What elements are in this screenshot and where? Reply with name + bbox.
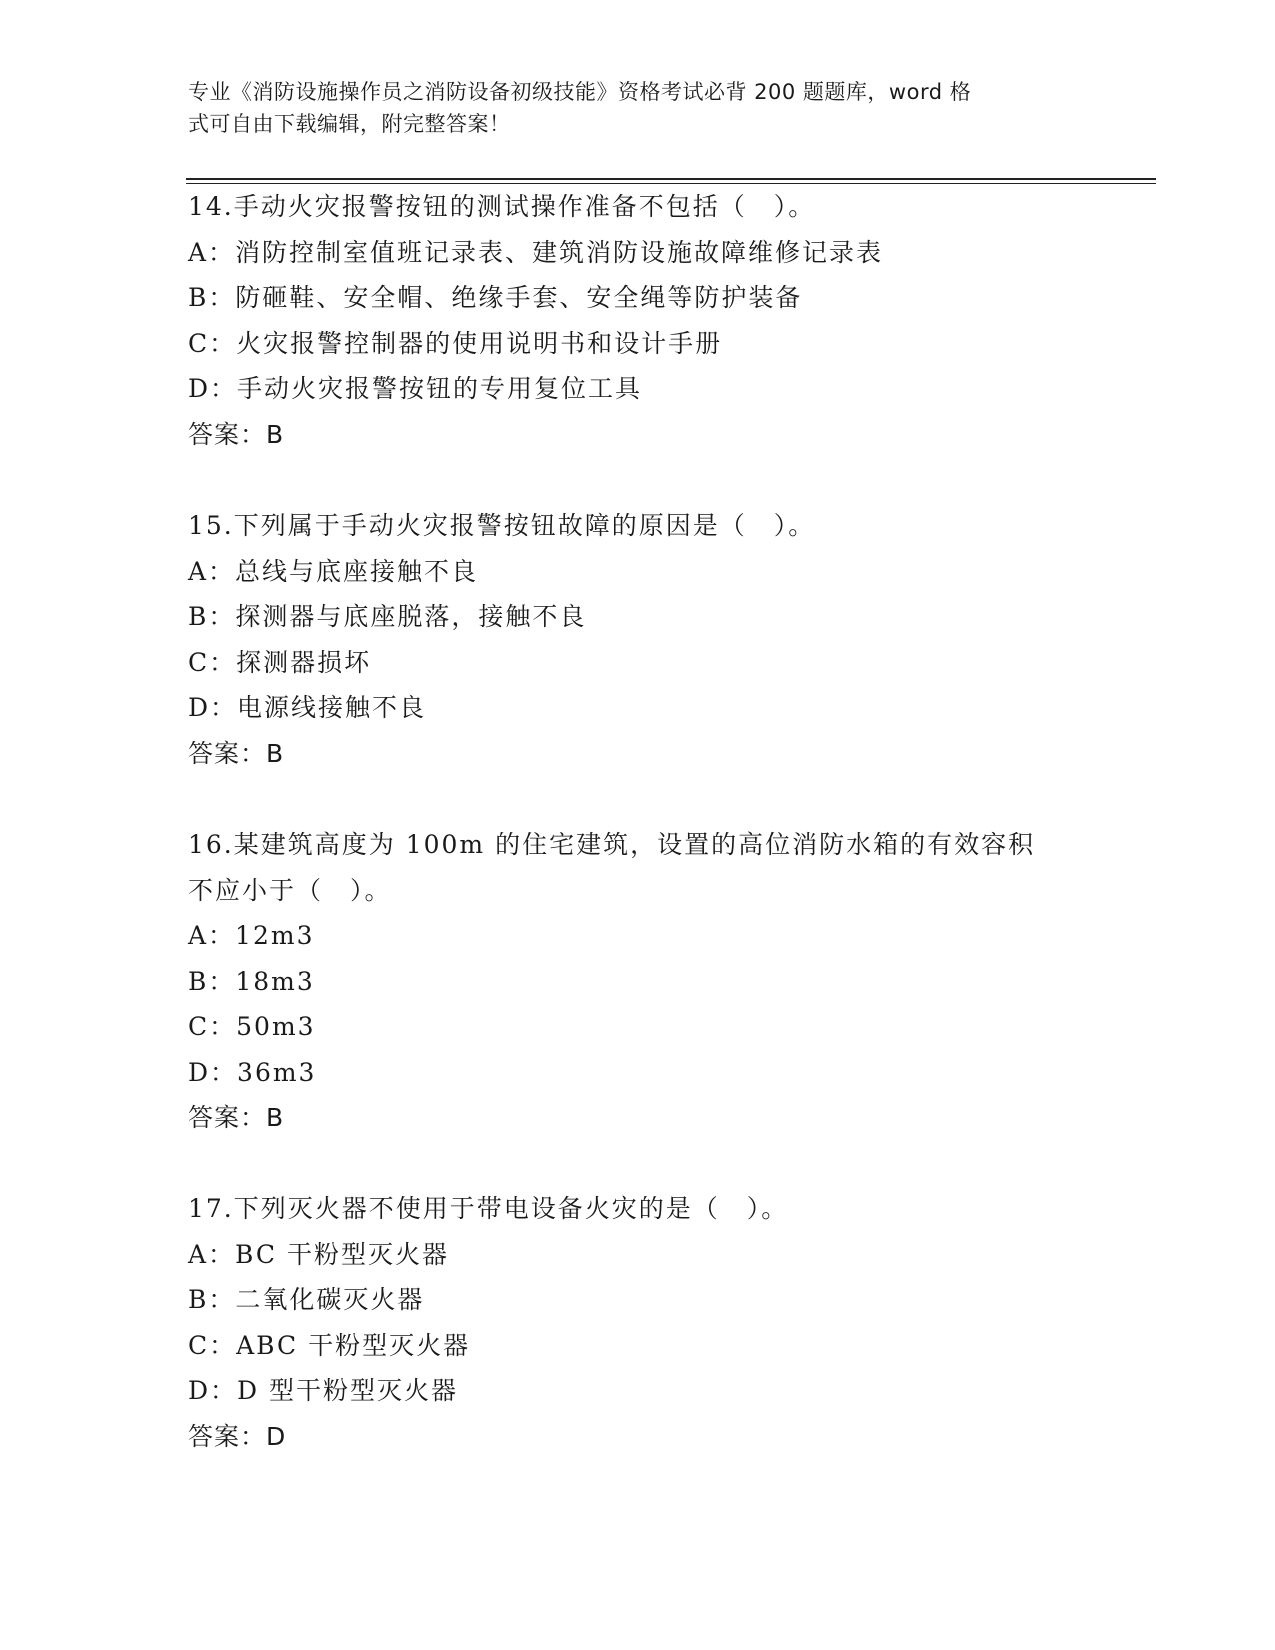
option-b: B：18m3 <box>188 966 315 996</box>
option-c: C：火灾报警控制器的使用说明书和设计手册 <box>188 328 723 358</box>
question-stem: 16.某建筑高度为 100m 的住宅建筑，设置的高位消防水箱的有效容积 <box>188 830 1036 859</box>
question-16 <box>188 822 1088 1141</box>
question-14 <box>188 184 1088 457</box>
option-c: C：探测器损坏 <box>188 647 372 677</box>
option-c: C：ABC 干粉型灭火器 <box>188 1330 471 1360</box>
question-17 <box>188 1186 1088 1459</box>
answer-line: 答案：B <box>188 1103 285 1132</box>
option-a: A：BC 干粉型灭火器 <box>188 1239 449 1269</box>
answer-line: 答案：B <box>188 738 285 768</box>
option-c: C：50m3 <box>188 1012 316 1041</box>
question-15 <box>188 503 1088 776</box>
option-a: A：总线与底座接触不良 <box>188 556 479 586</box>
option-a: A：消防控制室值班记录表、建筑消防设施故障维修记录表 <box>188 237 884 267</box>
header-line-1: 专业《消防设施操作员之消防设备初级技能》资格考试必背 200 题题库，word 格 <box>188 80 972 104</box>
option-b: B：二氧化碳灭火器 <box>188 1285 425 1314</box>
header-line-2: 式可自由下载编辑，附完整答案！ <box>188 112 511 136</box>
option-d: D：36m3 <box>188 1057 317 1087</box>
question-stem: 14.手动火灾报警按钮的测试操作准备不包括（ ）。 <box>188 192 816 221</box>
option-d: D：电源线接触不良 <box>188 693 427 722</box>
question-stem: 17.下列灭火器不使用于带电设备火灾的是（ ）。 <box>188 1194 789 1223</box>
answer-line: 答案：B <box>188 419 285 449</box>
question-stem: 15.下列属于手动火灾报警按钮故障的原因是（ ）。 <box>188 511 816 540</box>
header-divider-thick <box>186 178 1156 180</box>
answer-line: 答案：D <box>188 1421 287 1451</box>
document-header <box>188 76 1068 140</box>
option-d: D：D 型干粉型灭火器 <box>188 1376 459 1405</box>
option-a: A：12m3 <box>188 921 315 950</box>
option-b: B：探测器与底座脱落，接触不良 <box>188 602 587 631</box>
option-b: B：防砸鞋、安全帽、绝缘手套、安全绳等防护装备 <box>188 283 803 312</box>
question-stem-continued: 不应小于（ ）。 <box>188 875 392 905</box>
option-d: D：手动火灾报警按钮的专用复位工具 <box>188 374 643 403</box>
